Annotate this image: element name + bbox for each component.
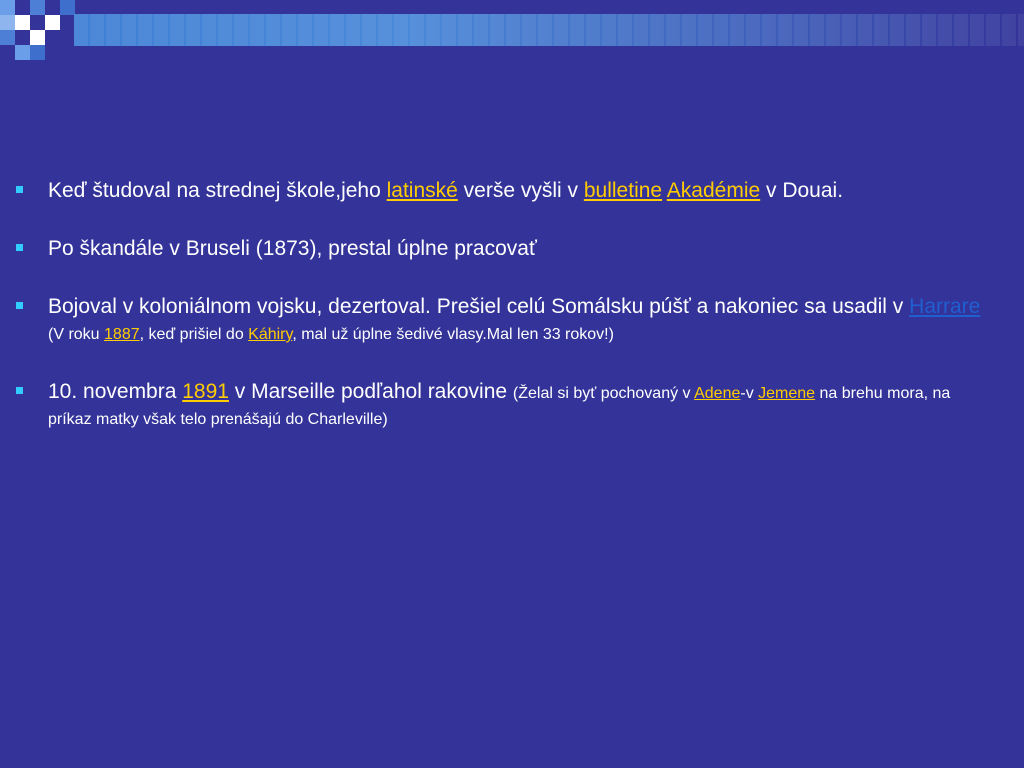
item-text: 10. novembra <box>48 380 183 403</box>
square-bullet-icon <box>16 186 23 193</box>
bullet-item-1 <box>14 178 994 203</box>
item-note: (Želal si byť pochovaný v <box>512 385 695 402</box>
deco-square <box>30 0 45 15</box>
slide-body <box>14 178 994 458</box>
deco-square <box>15 45 30 60</box>
header-gradient-band <box>74 14 1024 46</box>
square-bullet-icon <box>16 244 23 251</box>
deco-square <box>0 0 15 15</box>
link-akademie[interactable]: Akadémie <box>666 179 761 202</box>
deco-square <box>30 30 45 45</box>
item-note: , mal už úplne šedivé vlasy.Mal len 33 rokov!) <box>292 326 614 343</box>
link-jemene[interactable]: Jemene <box>758 385 816 402</box>
deco-square <box>0 15 15 30</box>
item-note: (V roku <box>48 326 105 343</box>
item-note: na brehu mora, na príkaz matky však telo prenášajú do Charleville) <box>48 385 951 428</box>
link-1891[interactable]: 1891 <box>182 380 229 403</box>
square-bullet-icon <box>16 387 23 394</box>
item-text: v Marseille podľahol rakovine <box>228 380 513 403</box>
deco-square <box>60 0 75 15</box>
item-note: -v <box>740 385 759 402</box>
item-text: Po škandále v Bruseli (1873), prestal úplne pracovať <box>48 237 537 260</box>
item-text: Bojoval v koloniálnom vojsku, dezertoval. Prešiel celú Somálsku púšť a nakoniec sa usadil v <box>48 295 910 318</box>
link-kahiry[interactable]: Káhiry <box>248 326 293 343</box>
deco-square <box>0 30 15 45</box>
link-latinske[interactable]: latinské <box>386 179 458 202</box>
item-note: , keď prišiel do <box>139 326 249 343</box>
deco-square <box>30 45 45 60</box>
deco-square <box>45 15 60 30</box>
item-text: verše vyšli v <box>457 179 584 202</box>
corner-squares-decoration <box>0 0 80 64</box>
item-text: Keď študoval na strednej škole,jeho <box>48 179 387 202</box>
bullet-item-4 <box>14 379 994 431</box>
bullet-item-2 <box>14 236 994 261</box>
link-1887[interactable]: 1887 <box>104 326 140 343</box>
item-text: v Douai. <box>760 179 844 202</box>
bullet-item-3 <box>14 294 994 346</box>
link-adene[interactable]: Adene <box>694 385 741 402</box>
link-harrare[interactable]: Harrare <box>909 295 981 318</box>
square-bullet-icon <box>16 302 23 309</box>
deco-square <box>15 15 30 30</box>
link-bulletine[interactable]: bulletine <box>583 179 663 202</box>
